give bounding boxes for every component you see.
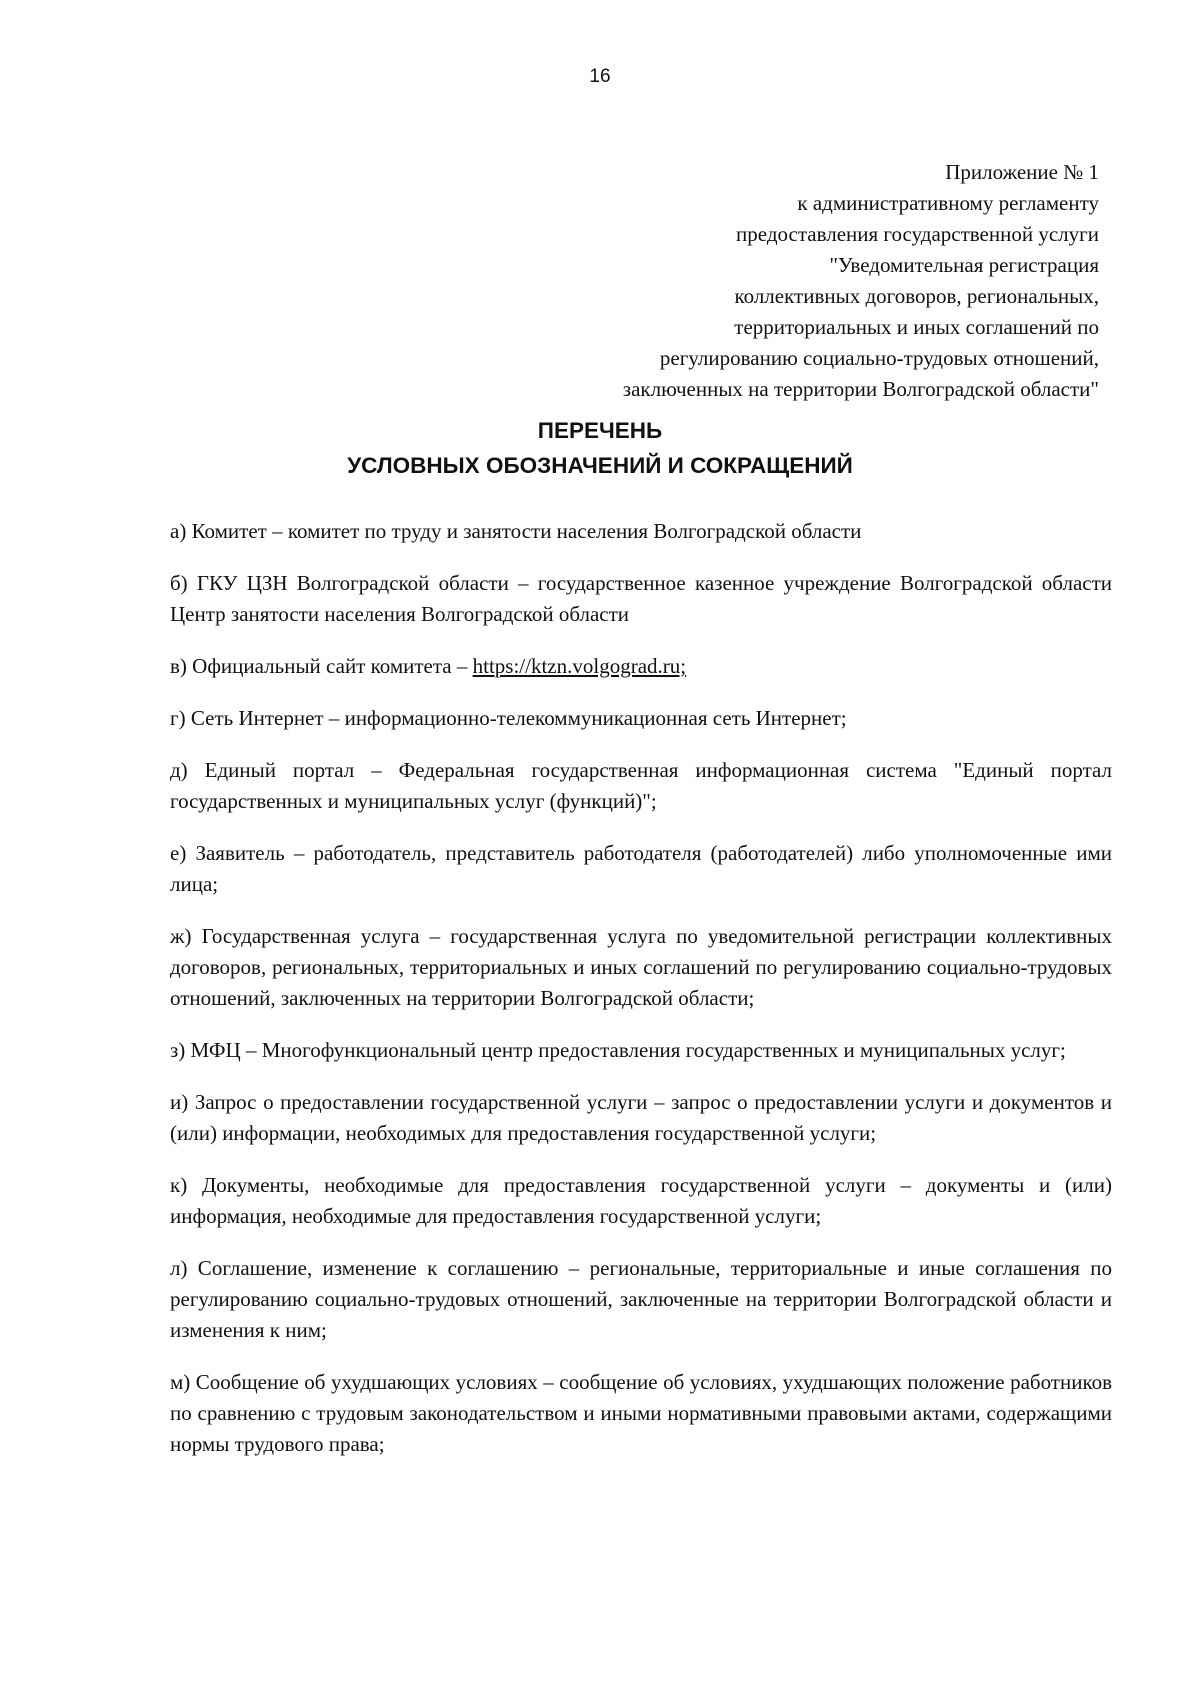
list-item-i: и) Запрос о предоставлении государственной услуги – запрос о предоставлении услуги и документов и (или) информации, необходимых для предоставления государственной услуги;	[170, 1090, 1112, 1145]
official-site-link[interactable]: https://ktzn.volgograd.ru;	[472, 654, 687, 678]
list-item-m: м) Сообщение об ухудшающих условиях – сообщение об условиях, ухудшающих положение работников по сравнению с трудовым законодательством и иными нормативными правовыми актами, содержащими нормы трудового права;	[170, 1370, 1112, 1456]
page-number: 16	[589, 66, 611, 87]
appendix-header	[459, 157, 1099, 405]
list-item-l: л) Соглашение, изменение к соглашению – региональные, территориальные и иные соглашения по регулированию социально-трудовых отношений, заключенные на территории Волгоградской области и изменения к ним;	[170, 1256, 1112, 1342]
appendix-line: территориальных и иных соглашений по	[734, 315, 1099, 339]
title-line-2: УСЛОВНЫХ ОБОЗНАЧЕНИЙ И СОКРАЩЕНИЙ	[347, 453, 853, 478]
list-item-z: з) МФЦ – Многофункциональный центр предоставления государственных и муниципальных услуг;	[170, 1038, 1066, 1062]
list-item-d: д) Единый портал – Федеральная государственная информационная система "Единый портал государственных и муниципальных услуг (функций)";	[170, 758, 1112, 813]
list-item-v-text: в) Официальный сайт комитета –	[170, 654, 473, 678]
list-item-a: а) Комитет – комитет по труду и занятости населения Волгоградской области	[170, 519, 862, 543]
list-item-v	[170, 651, 1112, 682]
appendix-line: к административному регламенту	[797, 191, 1099, 215]
title-line-1: ПЕРЕЧЕНЬ	[537, 418, 663, 443]
list-item-k: к) Документы, необходимые для предоставления государственной услуги – документы и (или) информация, необходимые для предоставления государственной услуги;	[170, 1173, 1112, 1228]
list-item-b: б) ГКУ ЦЗН Волгоградской области – государственное казенное учреждение Волгоградской области Центр занятости населения Волгоградской области	[170, 571, 1112, 626]
abbreviation-list	[170, 516, 1112, 1480]
list-item-g: г) Сеть Интернет – информационно-телекоммуникационная сеть Интернет;	[170, 706, 847, 730]
appendix-line: регулированию социально-трудовых отношений,	[659, 346, 1099, 370]
appendix-line: коллективных договоров, региональных,	[734, 284, 1099, 308]
appendix-line: Приложение № 1	[945, 160, 1099, 184]
appendix-line: предоставления государственной услуги	[736, 222, 1099, 246]
list-item-e: е) Заявитель – работодатель, представитель работодателя (работодателей) либо уполномоченные ими лица;	[170, 841, 1112, 896]
appendix-line: "Уведомительная регистрация	[829, 253, 1099, 277]
list-item-zh: ж) Государственная услуга – государственная услуга по уведомительной регистрации коллективных договоров, региональных, территориальных и иных соглашений по регулированию социально-трудовых отношений, заключенных на территории Волгоградской области;	[170, 924, 1112, 1010]
appendix-line: заключенных на территории Волгоградской области"	[622, 377, 1099, 401]
document-title	[0, 413, 1200, 483]
